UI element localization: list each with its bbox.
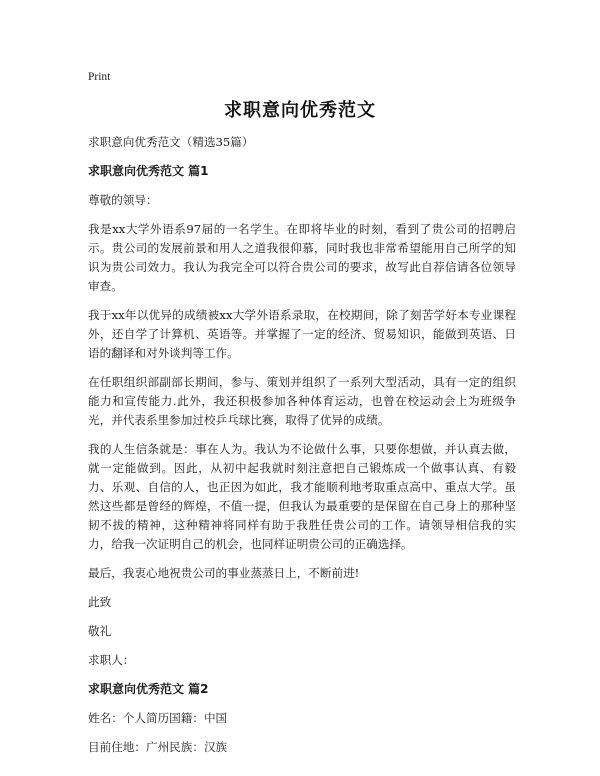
signature-line: 求职人： bbox=[88, 653, 135, 667]
document-body bbox=[88, 133, 516, 767]
page-title: 求职意向优秀范文 bbox=[224, 100, 376, 121]
print-label: Print bbox=[88, 71, 111, 83]
section-heading-1: 求职意向优秀范文 篇1 bbox=[88, 164, 209, 178]
greeting: 尊敬的领导： bbox=[88, 193, 158, 207]
paragraph: 我是xx大学外语系97届的一名学生。在即将毕业的时刻，看到了贵公司的招聘启示。贵公司的发展前景和用人之道我很仰慕，同时我也非常希望能用自己所学的知识为贵公司效力。我认为我完全可以符合贵公司的要求，故写此自荐信请各位领导审查。 bbox=[88, 222, 516, 293]
paragraph: 在任职组织部副部长期间，参与、策划并组织了一系列大型活动，具有一定的组织能力和宣传能力.此外，我还积极参加各种体育运动，也曾在校运动会上为班级争光，并代表系里参加过校乒乓球比赛，取得了优异的成绩。 bbox=[88, 375, 516, 427]
closing-line: 敬礼 bbox=[88, 624, 112, 638]
info-line: 姓名：个人简历国籍：中国 bbox=[88, 711, 228, 725]
closing-line: 此致 bbox=[88, 595, 112, 609]
section-heading-2: 求职意向优秀范文 篇2 bbox=[88, 682, 209, 696]
document-subtitle: 求职意向优秀范文（精选35篇） bbox=[88, 135, 254, 149]
paragraph: 我于xx年以优异的成绩被xx大学外语系录取，在校期间，除了刻苦学好本专业课程外，还自学了计算机、英语等。并掌握了一定的经济、贸易知识，能做到英语、日语的翻译和对外谈判等工作。 bbox=[88, 308, 516, 360]
paragraph: 最后，我衷心地祝贵公司的事业蒸蒸日上，不断前进! bbox=[88, 566, 360, 580]
info-line: 目前住地：广州民族：汉族 bbox=[88, 740, 228, 754]
paragraph: 我的人生信条就是：事在人为。我认为不论做什么事，只要你想做，并认真去做，就一定能做到。因此，从初中起我就时刻注意把自己锻炼成一个做事认真、有毅力、乐观、自信的人，也正因为如此，我才能顺利地考取重点高中、重点大学。虽然这些都是曾经的辉煌，不值一提，但我认为最重要的是保留在自己身上的那种坚韧不拔的精神，这种精神将同样有助于我胜任贵公司的工作。请领导相信我的实力，给我一次证明自己的机会，也同样证明贵公司的正确选择。 bbox=[88, 442, 516, 551]
